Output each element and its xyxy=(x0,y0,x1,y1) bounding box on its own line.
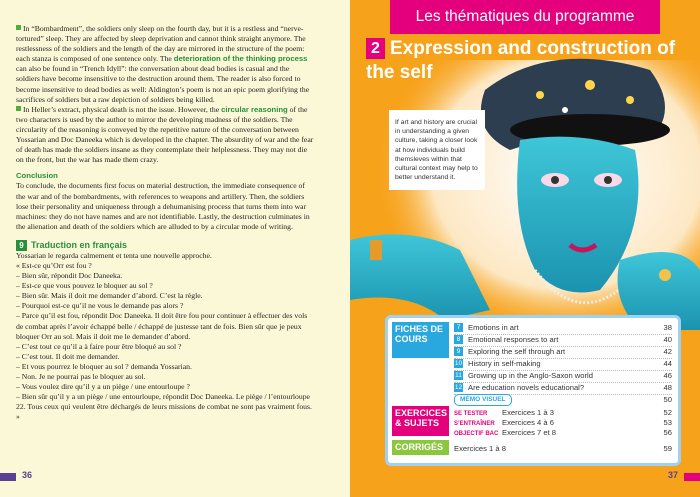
memo-visuel-badge[interactable]: MÉMO VISUEL xyxy=(454,394,512,406)
essay-text xyxy=(16,24,314,422)
page-bar-right xyxy=(350,473,700,481)
corriges-page: 59 xyxy=(663,444,672,453)
bullet-square-icon xyxy=(16,106,21,111)
toc-item-number: 8 xyxy=(454,335,463,344)
highlight-thinking: deterioration of the thinking process xyxy=(173,54,308,64)
page-number-right: 37 xyxy=(667,470,678,480)
bullet-square-icon xyxy=(16,25,21,30)
translation-line: – Vous voulez dire qu’il y a un piège / une entourloupe ? xyxy=(16,382,190,392)
translation-line: « Est-ce qu’Orr est fou ? xyxy=(16,260,92,270)
intro-box: If art and history are crucial in understanding a given culture, taking a closer look at how individuals build themsleves within that cultural context may help to better understand it. xyxy=(389,110,485,190)
page-number-left: 36 xyxy=(22,470,33,480)
translation-line: – Bien sûr, répondit Doc Daneeka. xyxy=(16,271,123,281)
toc-item-number: 9 xyxy=(454,347,463,356)
translation-line: – C’est tout. Il doit me demander. xyxy=(16,351,120,361)
toc-item-title: Growing up in the Anglo-Saxon world xyxy=(468,371,593,380)
translation-line: – Pourquoi est-ce qu’il ne vous le demande pas alors ? xyxy=(16,301,184,311)
toc-item-number: 7 xyxy=(454,323,463,332)
toc-item-title: Emotional responses to art xyxy=(468,335,559,344)
translation-line: – C’est tout ce qu’il a à faire pour être bloqué au sol ? xyxy=(16,341,182,351)
highlight-circular: circular reasoning xyxy=(221,104,288,114)
page-bar-left xyxy=(0,473,350,481)
toc-item-title: Emotions in art xyxy=(468,323,519,332)
translation-number: 9 xyxy=(16,240,27,251)
toc-item-number: 12 xyxy=(454,384,463,391)
toc-item-page: 38 xyxy=(663,323,672,332)
toc-item-title: History in self-making xyxy=(468,359,541,368)
conclusion-title: Conclusion xyxy=(16,171,58,181)
translation-heading: 9 Traduction en français xyxy=(16,239,314,251)
right-page xyxy=(350,0,700,497)
exercise-title: Exercices 1 à 3 xyxy=(502,408,554,417)
toc-item-title: Exploring the self through art xyxy=(468,347,566,356)
toc-item-title: Are education novels educational? xyxy=(468,383,585,392)
translation-line: – Bien sûr. Mais il doit me demander d’abord. C’est la règle. xyxy=(16,291,203,301)
toc-item-page: 42 xyxy=(663,347,672,356)
toc-item-page: 44 xyxy=(663,359,672,368)
section-header: Les thématiques du programme xyxy=(390,0,660,34)
memo-page: 50 xyxy=(663,395,672,404)
exercise-page: 53 xyxy=(663,418,672,427)
toc-item-page: 46 xyxy=(663,371,672,380)
exercise-item[interactable] xyxy=(454,418,672,428)
translation-text xyxy=(16,251,314,423)
exercise-page: 56 xyxy=(663,428,672,437)
exercise-tag: S’ENTRAÎNER xyxy=(454,421,495,427)
page-marker xyxy=(684,473,700,481)
memo-row[interactable] xyxy=(454,394,672,406)
translation-line: – Est-ce que vous pouvez le bloquer au sol ? xyxy=(16,281,153,291)
translation-line: – Et vous pourrez le bloquer au sol ? demanda Yossarian. xyxy=(16,361,192,371)
toc-item-page: 48 xyxy=(663,383,672,392)
page-marker xyxy=(0,473,16,481)
translation-line: – Parce qu’il est fou, répondit Doc Daneeka. Il doit être fou pour continuer à effectuer des vols de combat après l’avoir échappé belle / échappé de justesse tant de fois. Bien sûr que je peux bloquer Orr au sol. Mais il doit me le demander d’abord. xyxy=(16,311,308,341)
translation-line: Yossarian le regarda calmement et tenta une nouvelle approche. xyxy=(16,250,212,260)
exercise-item[interactable] xyxy=(454,428,672,438)
exercise-page: 52 xyxy=(663,408,672,417)
exercise-tag: SE TESTER xyxy=(454,411,488,417)
toc-item-page: 40 xyxy=(663,335,672,344)
toc-item-number: 11 xyxy=(455,372,462,379)
paragraph-2: In Heller’s extract, physical death is not the issue. However, the circular reasoning of the two characters is used by the author to mirror the developing madness of the soldiers. The circularity of the reasoning is conveyed by the repetitive nature of the conversation between Yossarian and Doc Daneeka which is developed in the chapter. The absurdity of war and the fear of death has made the soldiers insane as they contemplate their helplessness. They may not die on the front, but the war has made them crazy. xyxy=(16,104,314,165)
translation-line: – Non. Je ne pourrai pas le bloquer au sol. xyxy=(16,372,146,381)
paragraph-1: In “Bombardment”, the soldiers only sleep on the fourth day, but it is a restless and “nerve-tortured” sleep. They are affected by sleep deprivation and cannot think straight anymore. The restlessness of the soldiers and the length of the day are mirrored in the structure of the poem: each stanza is composed of one sentence only. The deterioration of the thinking process can also be found in “Trench Idyll”: the conversation about dead bodies is casual and the soldiers have become insensitive to the destruction around them. The reader is also forced to become insensitive to dead bodies as well: Aldington’s poem is not an epic poem glorifying the sacrifices of soldiers but a raw depiction of soldiers being killed. xyxy=(16,24,310,104)
conclusion-text: To conclude, the documents first focus on material destruction, the immediate consequence of the war and of the bombardments, with references to weapons and artillery. Then, the soldiers lose their personality and uniqueness through a dehumanising process that turns them into war machines: they do not have names and are not identifiable. Lastly, the destruction culminates in the alienation and death of the soldiers which are alluded to by a circular mode of writing. xyxy=(16,181,310,231)
exercise-title: Exercices 4 à 6 xyxy=(502,418,554,427)
chapter-title: 2 Expression and construction of the self xyxy=(366,38,676,83)
table-of-contents xyxy=(385,315,681,466)
toc-item-number: 10 xyxy=(454,360,463,367)
exercise-tag: OBJECTIF BAC xyxy=(454,431,499,437)
exercise-title: Exercices 7 et 8 xyxy=(502,428,557,437)
fiches-label: FICHES DE COURS xyxy=(392,322,449,358)
exercices-label: EXERCICES & SUJETS xyxy=(392,406,449,436)
translation-line: – Bien sûr qu’il y a un piège / une entourloupe, répondit Doc Daneeka. Le piège / l’entourloupe 22. Tous ceux qui veulent être déchargés de leurs missions de combat ne sont pas vraiment fous. » xyxy=(16,392,312,422)
corriges-row[interactable]: Exercices 1 à 8 59 xyxy=(454,444,672,453)
corriges-label: CORRIGÉS xyxy=(392,440,449,455)
exercise-item[interactable] xyxy=(454,408,672,418)
chapter-number: 2 xyxy=(366,38,385,59)
